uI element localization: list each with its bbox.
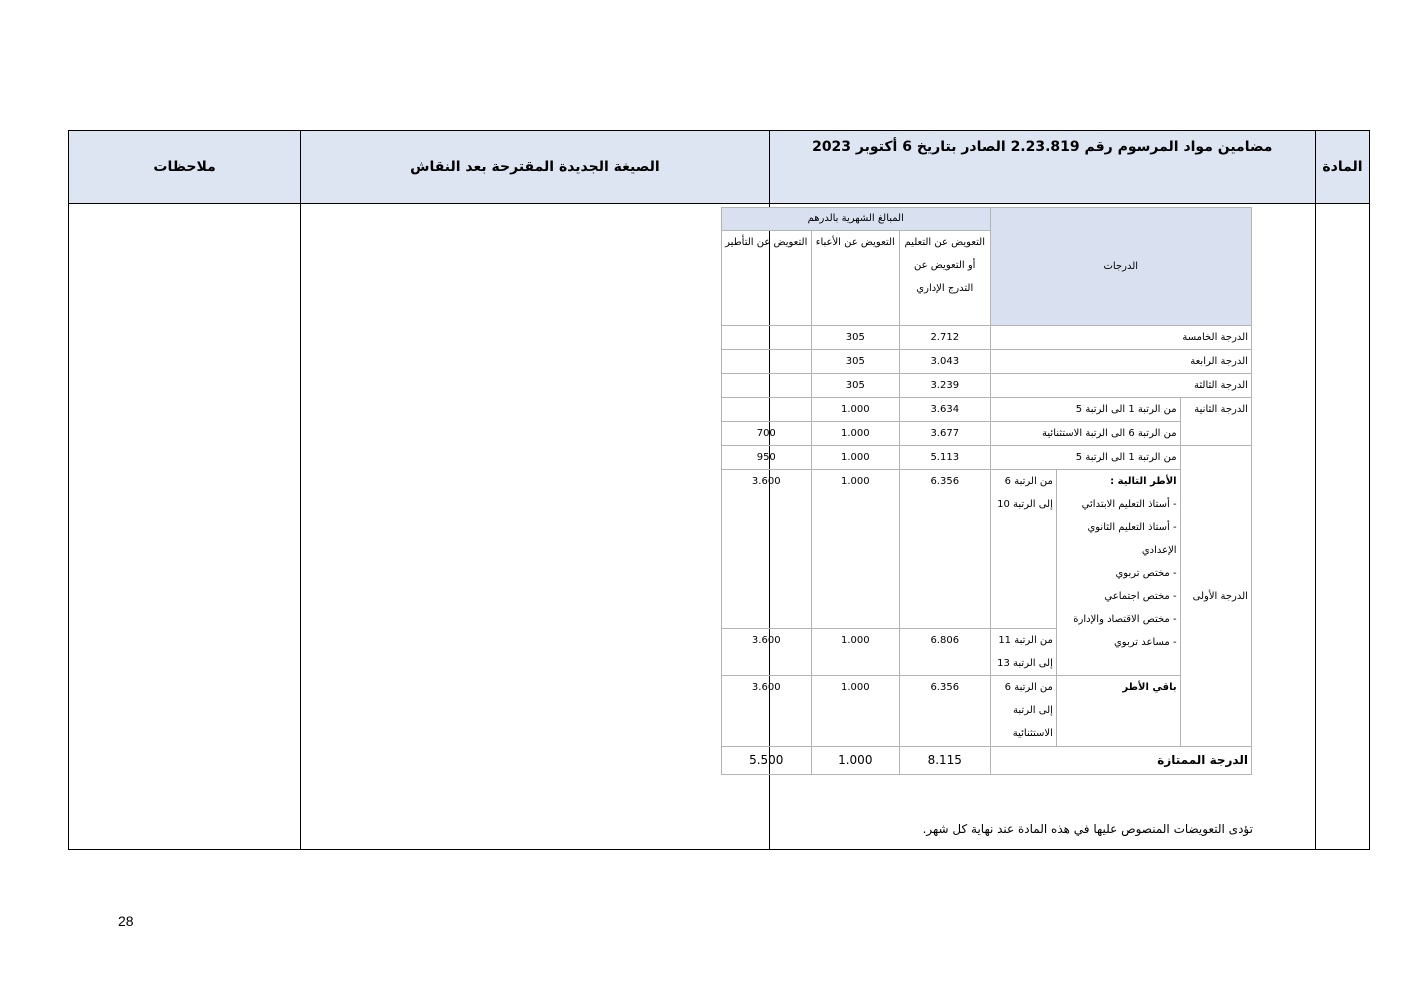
frame-item: - أستاذ التعليم الابتدائي: [1081, 499, 1177, 510]
frame-item: - مختص الاقتصاد والإدارة: [1073, 614, 1177, 625]
rank-range: من الرتبة 6 إلى الرتبة 10: [990, 470, 1056, 629]
rank-range: من الرتبة 6 إلى الرتبة الاستثنائية: [990, 676, 1056, 747]
rank-range: من الرتبة 1 الى الرتبة 5: [990, 446, 1180, 470]
teaching-value: 6.806: [900, 629, 991, 676]
rank-range: من الرتبة 11 إلى الرتبة 13: [990, 629, 1056, 676]
teaching-value: 3.043: [900, 350, 991, 374]
frame-item: - مساعد تربوي: [1113, 637, 1177, 648]
col-supervision-header: التعويض عن التأطير: [721, 231, 811, 326]
article-cell: [1315, 204, 1369, 850]
teaching-value: 3.677: [900, 422, 991, 446]
grade-label: الدرجة الممتازة: [990, 747, 1251, 775]
notes-cell: [69, 204, 301, 850]
supervision-value: [721, 326, 811, 350]
table-row: [721, 470, 1251, 629]
footnote: تؤدى التعويضات المنصوص عليها في هذه المادة عند نهاية كل شهر.: [922, 822, 1253, 836]
rank-range: من الرتبة 6 الى الرتبة الاستثنائية: [990, 422, 1180, 446]
table-row: [721, 398, 1251, 422]
supervision-value: 700: [721, 422, 811, 446]
header-notes: ملاحظات: [69, 131, 301, 204]
grades-table: [721, 207, 1252, 775]
teaching-value: 5.113: [900, 446, 991, 470]
burden-value: 1.000: [811, 422, 899, 446]
table-row: [721, 374, 1251, 398]
burden-value: 1.000: [811, 470, 899, 629]
table-row: [721, 676, 1251, 747]
teaching-value: 6.356: [900, 676, 991, 747]
header-new-wording: الصيغة الجديدة المقترحة بعد النقاش: [301, 131, 769, 204]
teaching-value: 2.712: [900, 326, 991, 350]
supervision-value: 5.500: [721, 747, 811, 775]
burden-value: 1.000: [811, 446, 899, 470]
teaching-value: 6.356: [900, 470, 991, 629]
grade-label: الدرجة الخامسة: [990, 326, 1251, 350]
header-article: المادة: [1315, 131, 1369, 204]
table-row: [721, 422, 1251, 446]
burden-value: 305: [811, 350, 899, 374]
burden-value: 305: [811, 326, 899, 350]
burden-value: 1.000: [811, 629, 899, 676]
supervision-value: 950: [721, 446, 811, 470]
table-row: [721, 747, 1251, 775]
burden-value: 1.000: [811, 747, 899, 775]
burden-value: 1.000: [811, 676, 899, 747]
rank-range: من الرتبة 1 الى الرتبة 5: [990, 398, 1180, 422]
frame-item: - مختص تربوي: [1115, 568, 1177, 579]
grades-header: الدرجات: [990, 208, 1251, 326]
supervision-value: [721, 374, 811, 398]
decree-cell: [725, 204, 1315, 850]
page-number: 28: [118, 913, 134, 929]
supervision-value: 3.600: [721, 470, 811, 629]
supervision-value: 3.600: [721, 676, 811, 747]
other-frames-label: باقي الأطر: [1056, 676, 1180, 747]
teaching-value: 3.239: [900, 374, 991, 398]
frames-list: [1056, 470, 1180, 676]
supervision-value: [721, 350, 811, 374]
grade-label: الدرجة الثانية: [1180, 398, 1251, 446]
table-row: [721, 326, 1251, 350]
col-burden-header: التعويض عن الأعباء: [811, 231, 899, 326]
supervision-value: 3.600: [721, 629, 811, 676]
amounts-header: المبالغ الشهرية بالدرهم: [721, 208, 990, 231]
supervision-value: [721, 398, 811, 422]
main-table: [68, 130, 1370, 850]
burden-value: 305: [811, 374, 899, 398]
grade-label: الدرجة الرابعة: [990, 350, 1251, 374]
teaching-value: 3.634: [900, 398, 991, 422]
burden-value: 1.000: [811, 398, 899, 422]
col-teaching-header: التعويض عن التعليم أو التعويض عن التدرج الإداري: [900, 231, 991, 326]
new-wording-cell: [301, 204, 769, 850]
table-row: [721, 446, 1251, 470]
frame-item: - أستاذ التعليم الثانوي الإعدادي: [1087, 522, 1177, 556]
frames-title: الأطر التالية :: [1110, 476, 1177, 487]
teaching-value: 8.115: [900, 747, 991, 775]
table-row: [721, 350, 1251, 374]
header-decree: مضامين مواد المرسوم رقم 2.23.819 الصادر بتاريخ 6 أكتوبر 2023: [769, 131, 1315, 204]
frame-item: - مختص اجتماعي: [1104, 591, 1177, 602]
grade-label: الدرجة الثالثة: [990, 374, 1251, 398]
grade-label: الدرجة الأولى: [1180, 446, 1251, 747]
